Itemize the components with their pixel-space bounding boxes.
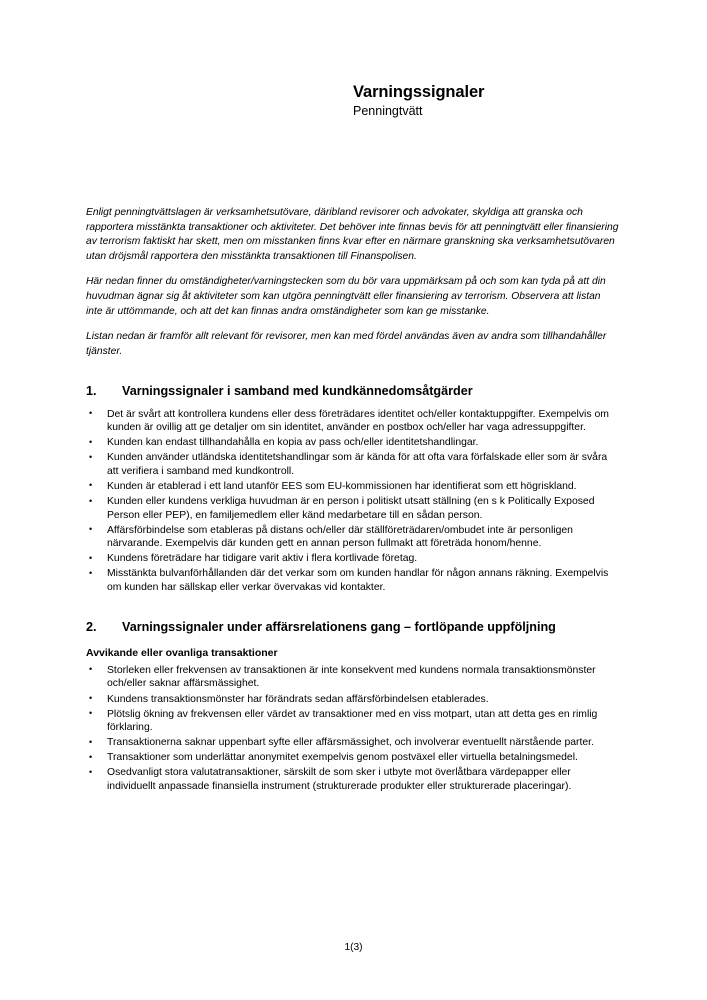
page-footer: 1(3) — [344, 942, 363, 953]
page-title: Varningssignaler — [353, 83, 485, 101]
list-item: • Storleken eller frekvensen av transaktionen är inte konsekvent med kundens normala transaktionsmönster och/eller saknar affärsmässighet. — [86, 664, 619, 691]
document-body — [86, 206, 619, 795]
list-item: • Kunden använder utländska identitetshandlingar som är kända för att ofta vara förfalskade eller som är svåra att verifiera i samband med kundkontroll. — [86, 451, 619, 478]
list-item: • Osedvanligt stora valutatransaktioner, särskilt de som sker i utbyte mot överlåtbara värdepapper eller individuellt anpassade finansiella instrument (strukturerade produkter eller strukturerade placeringar). — [86, 766, 619, 793]
list-item: • Kunden är etablerad i ett land utanför EES som EU-kommissionen har identifierat som ett högriskland. — [86, 480, 619, 494]
section-title-2: Varningssignaler under affärsrelationens gang – fortlöpande uppföljning — [122, 619, 556, 634]
section-2-sub-heading: Avvikande eller ovanliga transaktioner — [86, 646, 278, 659]
section-title-1: Varningssignaler i samband med kundkännedomsåtgärder — [122, 384, 473, 399]
intro-paragraph-2: Här nedan finner du omständigheter/varningstecken som du bör vara uppmärksam på och som kan tyda på att din huvudman ägnar sig åt aktiviteter som kan utgöra penningtvätt eller finansiering av terrorism. Observera att listan inte är uttömmande, och att det kan finnas andra omständigheter som kan ge misstanke. — [86, 276, 606, 317]
section-number-1: 1. — [86, 384, 97, 399]
list-item: • Transaktioner som underlättar anonymitet exempelvis genom postväxel eller virtuella betalningsmedel. — [86, 751, 619, 765]
list-item: • Plötslig ökning av frekvensen eller värdet av transaktioner med en viss motpart, utan att detta ges en rimlig förklaring. — [86, 708, 619, 735]
intro-paragraph-1: Enligt penningtvättslagen är verksamhetsutövare, däribland revisorer och advokater, skyldiga att granska och rapportera misstänkta transaktioner och aktiviteter. Det behöver inte finnas bevis för att penningtvätt eller finansiering av terrorism faktiskt har skett, men om misstanken finns kvar efter en närmare granskning ska verksamhetsutövaren utan dröjsmål rapportera den misstänkta transaktionen till Finanspolisen. — [86, 207, 619, 262]
section-number-2: 2. — [86, 619, 97, 634]
section-1-bullet-list — [86, 408, 619, 595]
list-item: • Kunden eller kundens verkliga huvudman är en person i politiskt utsatt ställning (en s k Politically Exposed Person eller PEP), en familjemedlem eller känd medarbetare till en sådan person. — [86, 495, 619, 522]
section-heading-1 — [86, 384, 619, 399]
intro-paragraph-3: Listan nedan är framför allt relevant för revisorer, men kan med fördel användas även av andra som tillhandahåller tjänster. — [86, 331, 607, 357]
list-item: • Kundens transaktionsmönster har förändrats sedan affärsförbindelsen etablerades. — [86, 693, 619, 707]
title-block — [353, 82, 653, 119]
list-item: • Transaktionerna saknar uppenbart syfte eller affärsmässighet, och involverar eventuellt närstående parter. — [86, 736, 619, 750]
page-subtitle: Penningtvätt — [353, 103, 423, 118]
list-item: • Affärsförbindelse som etableras på distans och/eller där ställföreträdaren/ombudet inte är personligen närvarande. Exempelvis där kunden gett en annan person fullmakt att företräda honom/henne. — [86, 524, 619, 551]
list-item: • Kunden kan endast tillhandahålla en kopia av pass och/eller identitetshandlingar. — [86, 436, 619, 450]
section-2-bullet-list — [86, 664, 619, 794]
list-item: • Det är svårt att kontrollera kundens eller dess företrädares identitet och/eller kontaktuppgifter. Exempelvis om kunden är ovillig att ge detaljer om sin identitet, använder en postbox och/eller har vaga adressuppgifter. — [86, 408, 619, 435]
section-heading-2 — [86, 620, 619, 635]
list-item: • Misstänkta bulvanförhållanden där det verkar som om kunden handlar för någon annans räkning. Exempelvis om kunden har sällskap eller verkar övervakas vid kontakter. — [86, 567, 619, 594]
list-item: • Kundens företrädare har tidigare varit aktiv i flera kortlivade företag. — [86, 552, 619, 566]
